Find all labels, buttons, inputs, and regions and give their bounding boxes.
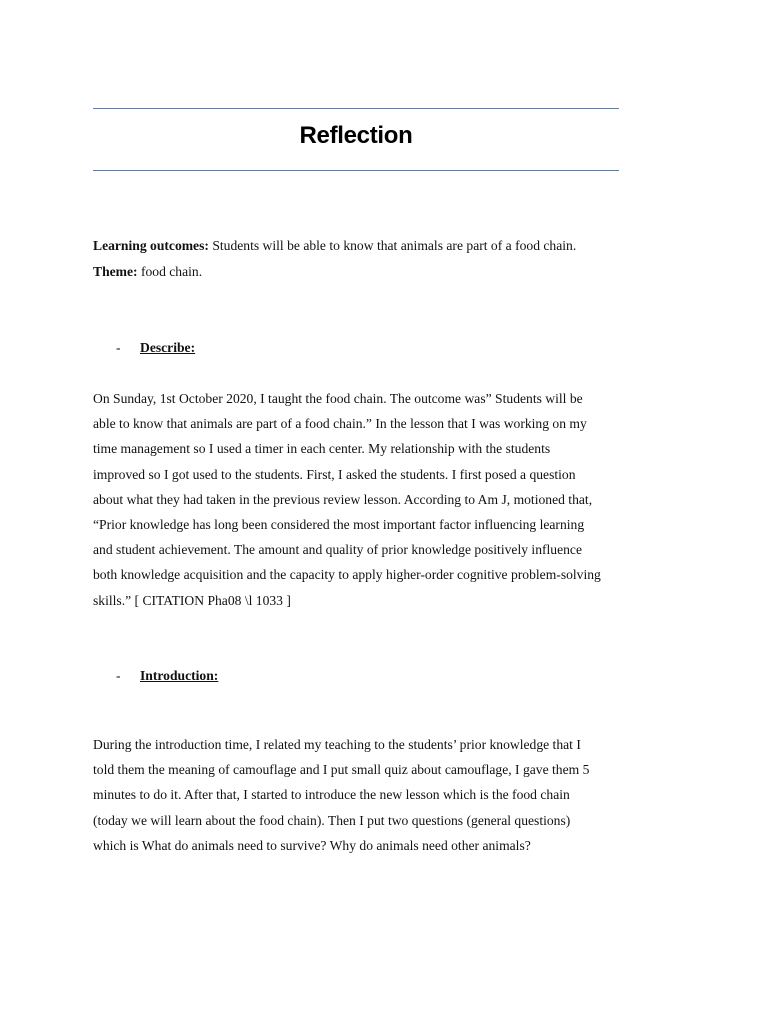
theme-text: food chain. bbox=[137, 264, 203, 279]
learning-outcomes-line bbox=[93, 233, 673, 259]
theme-line bbox=[93, 259, 673, 285]
paragraph-line: told them the meaning of camouflage and I put small quiz about camouflage, I gave them 5 bbox=[93, 762, 590, 778]
learning-outcomes-label: Learning outcomes: bbox=[93, 238, 209, 253]
title-bottom-rule bbox=[93, 170, 619, 171]
section-heading-label: Describe: bbox=[140, 340, 196, 355]
paragraph-line: During the introduction time, I related my teaching to the students’ prior knowledge that I bbox=[93, 737, 581, 752]
theme-label: Theme: bbox=[93, 264, 138, 279]
paragraph-line: minutes to do it. After that, I started to introduce the new lesson which is the food chain bbox=[93, 787, 570, 803]
section-heading-label: Introduction: bbox=[140, 668, 219, 683]
section-heading-describe bbox=[116, 338, 195, 358]
section-heading-introduction bbox=[116, 666, 218, 686]
bullet-dash: - bbox=[116, 340, 121, 355]
page-title: Reflection bbox=[299, 122, 413, 149]
bullet-dash: - bbox=[116, 668, 121, 683]
paragraph-line: “Prior knowledge has long been considered the most important factor influencing learning bbox=[93, 517, 585, 533]
paragraph-line: both knowledge acquisition and the capacity to apply higher-order cognitive problem-solving bbox=[93, 567, 601, 583]
paragraph-line: skills.” [ CITATION Pha08 \l 1033 ] bbox=[93, 592, 291, 608]
paragraph-line: and student achievement. The amount and quality of prior knowledge positively influence bbox=[93, 542, 582, 558]
learning-outcomes-text: Students will be able to know that animals are part of a food chain. bbox=[208, 238, 577, 253]
introduction-paragraph bbox=[93, 732, 675, 858]
paragraph-line: about what they had taken in the previous review lesson. According to Am J, motioned that, bbox=[93, 491, 593, 507]
paragraph-line: time management so I used a timer in each center. My relationship with the students bbox=[93, 441, 551, 457]
title-top-rule bbox=[93, 108, 619, 109]
paragraph-line: able to know that animals are part of a food chain.” In the lesson that I was working on my bbox=[93, 416, 587, 432]
paragraph-line: improved so I got used to the students. First, I asked the students. I first posed a question bbox=[93, 466, 576, 482]
paragraph-line: (today we will learn about the food chain). Then I put two questions (general questions) bbox=[93, 812, 571, 828]
paragraph-line: which is What do animals need to survive? Why do animals need other animals? bbox=[93, 837, 531, 853]
paragraph-line: On Sunday, 1st October 2020, I taught the food chain. The outcome was” Students will be bbox=[93, 391, 583, 406]
describe-paragraph bbox=[93, 386, 675, 613]
